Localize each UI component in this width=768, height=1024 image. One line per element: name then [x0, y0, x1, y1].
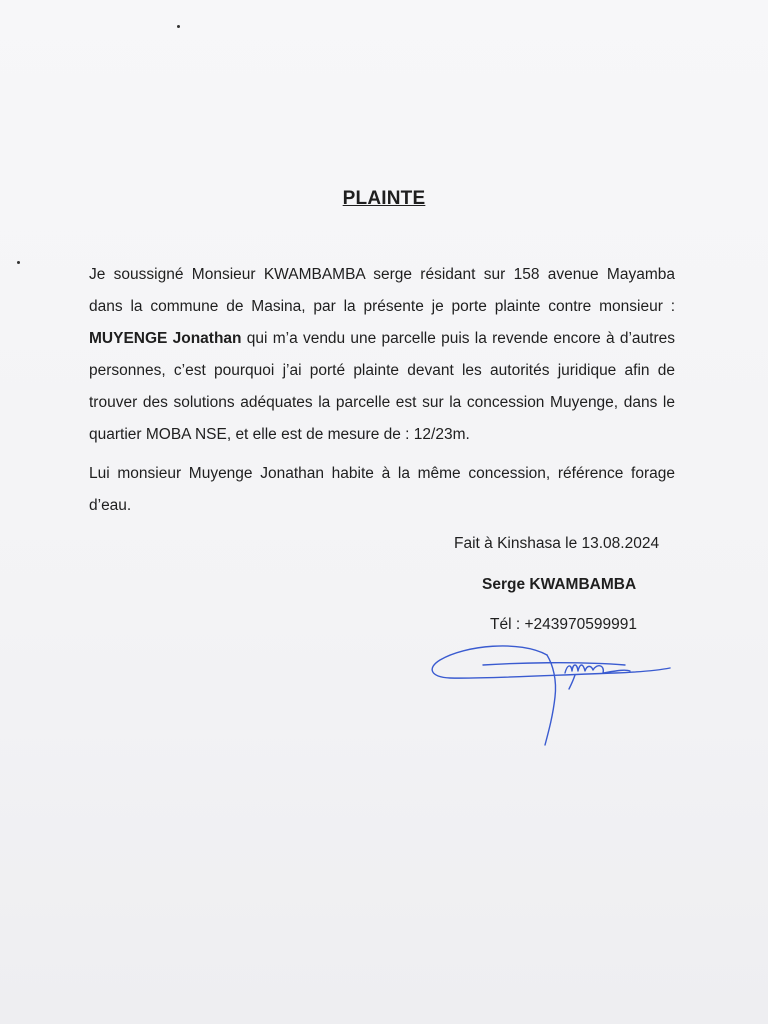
document-title: PLAINTE	[342, 188, 426, 209]
place-date: Fait à Kinshasa le 13.08.2024	[454, 535, 660, 552]
paper-speck	[17, 261, 20, 264]
complaint-text-start: Je soussigné Monsieur KWAMBAMBA serge résidant sur 158 avenue Mayamba dans la commune de Masina, par la présente je porte plainte contre monsieur :	[89, 266, 675, 315]
residence-paragraph: Lui monsieur Muyenge Jonathan habite à la même concession, référence forage d’eau.	[89, 465, 675, 514]
complaint-paragraph	[89, 259, 675, 451]
paper-speck	[177, 25, 180, 28]
phone-number: Tél : +243970599991	[490, 616, 637, 633]
accused-name: MUYENGE Jonathan	[89, 330, 242, 347]
complaint-text-end: qui m’a vendu une parcelle puis la revende encore à d’autres personnes, c’est pourquoi j’ai porté plainte devant les autorités juridique afin de trouver des solutions adéquates la parcelle est sur la concession Muyenge, dans le quartier MOBA NSE, et elle est de mesure de : 12/23m.	[89, 330, 676, 443]
handwritten-signature	[425, 635, 675, 750]
signer-name: Serge KWAMBAMBA	[482, 576, 637, 593]
